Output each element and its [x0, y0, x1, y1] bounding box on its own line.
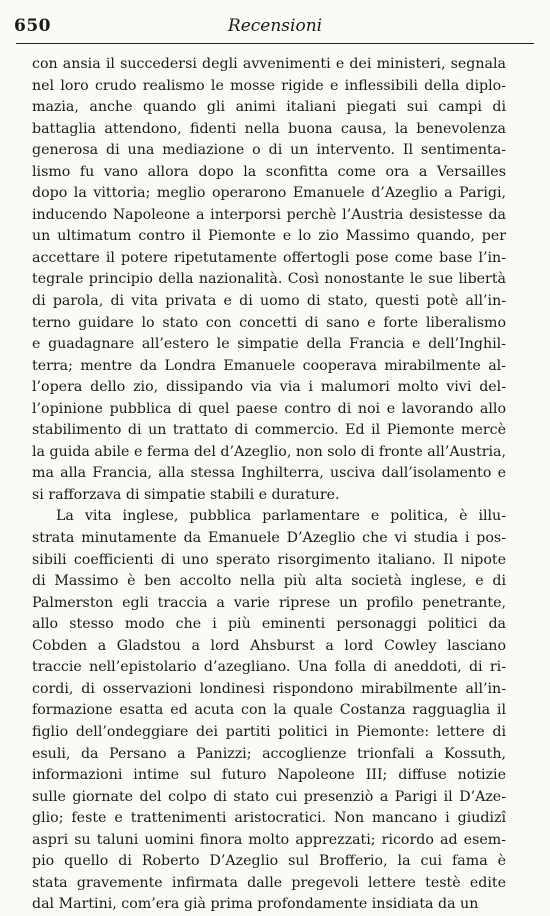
- text-line: inducendo Napoleone a interporsi perchè l’Austria desistesse da: [32, 206, 506, 223]
- text-line: battaglia attendono, fidenti nella buona causa, la benevolenza: [32, 120, 506, 137]
- paragraph-1: [32, 54, 506, 506]
- text-line: La vita inglese, pubblica parlamentare e politica, è illu-: [56, 508, 506, 525]
- text-line: l’opinione pubblica di quel paese contro di noi e lavorando allo: [32, 400, 506, 417]
- text-line: generosa di una mediazione o di un intervento. Il sentimenta-: [32, 142, 506, 159]
- text-line: glio; feste e trattenimenti aristocratici. Non mancano i giudizî: [32, 810, 506, 827]
- text-line: accettare il potere ripetutamente offertogli pose come base l’in-: [32, 249, 506, 266]
- text-line: pio quello di Roberto D’Azeglio sul Brofferio, la cui fama è: [32, 853, 506, 870]
- text-line: si rafforzava di simpatie stabili e durature.: [32, 486, 340, 503]
- paragraph-2: [32, 506, 506, 915]
- text-line: lismo fu vano allora dopo la sconfitta come ora a Versailles: [32, 163, 506, 180]
- text-line: stata gravemente infirmata dalle pregevoli lettere testè edite: [32, 874, 506, 891]
- text-line: mazia, anche quando gli animi italiani piegati sui campi di: [32, 99, 506, 116]
- text-line: con ansia il succedersi degli avvenimenti e dei ministeri, segnala: [32, 56, 506, 72]
- text-line: l’opera dello zio, dissipando via via i malumori molto vivi del-: [32, 379, 506, 396]
- text-line: terra; mentre da Londra Emanuele cooperava mirabilmente al-: [32, 357, 506, 374]
- text-line: di parola, di vita privata e di uomo di stato, questi potè all’in-: [32, 293, 506, 310]
- text-line: sibili coefficienti di uno sperato risorgimento italiano. Il nipote: [32, 551, 506, 568]
- text-line: nel loro crudo realismo le mosse rigide e inflessibili della diplo-: [32, 77, 506, 94]
- text-line: aspri su taluni uomini finora molto apprezzati; ricordo ad esem-: [32, 831, 506, 848]
- page-header: [14, 12, 536, 40]
- body-text: [32, 54, 506, 916]
- page-number: 650: [14, 16, 51, 36]
- text-line: un ultimatum contro il Piemonte e lo zio Massimo quando, per: [32, 228, 506, 245]
- text-line: dal Martini, com’era già prima profondamente insidiata da un: [32, 896, 479, 913]
- text-line: e guadagnare all’estero le simpatie della Francia e dell’Inghil-: [32, 336, 506, 353]
- text-line: informazioni intime sul futuro Napoleone III; diffuse notizie: [32, 767, 506, 784]
- text-line: esuli, da Persano a Panizzi; accoglienze trionfali a Kossuth,: [32, 745, 506, 762]
- text-line: terno guidare lo stato con concetti di sano e forte liberalismo: [32, 314, 506, 331]
- text-line: figlio dell’ondeggiare dei partiti politici in Piemonte: lettere di: [32, 723, 506, 740]
- text-line: dopo la vittoria; meglio operarono Emanuele d’Azeglio a Parigi,: [32, 185, 506, 202]
- text-line: ma alla Francia, alla stessa Inghilterra, usciva dall’isolamento e: [32, 465, 506, 482]
- header-rule: [16, 43, 534, 44]
- text-line: formazione esatta ed acuta con la quale Costanza ragguaglia il: [32, 702, 506, 719]
- text-line: sulle giornate del colpo di stato cui presenziò a Parigi il D’Aze-: [32, 788, 506, 805]
- text-line: Cobden a Gladstou a lord Ahsburst a lord Cowley lasciano: [32, 637, 506, 654]
- text-line: di Massimo è ben accolto nella più alta società inglese, e di: [32, 573, 506, 590]
- running-title: Recensioni: [227, 16, 323, 36]
- text-line: allo stesso modo che i più eminenti personaggi politici da: [32, 616, 506, 633]
- text-line: la guida abile e ferma del d’Azeglio, non solo di fronte all’Austria,: [32, 443, 506, 460]
- text-line: Palmerston egli traccia a varie riprese un profilo penetrante,: [32, 594, 506, 611]
- text-line: stabilimento di un trattato di commercio. Ed il Piemonte mercè: [32, 422, 506, 439]
- text-line: strata minutamente da Emanuele D’Azeglio che vi studia i pos-: [32, 530, 506, 547]
- text-line: cordi, di osservazioni londinesi rispondono mirabilmente all’in-: [32, 680, 506, 697]
- text-line: traccie nell’epistolario d’azegliano. Una folla di aneddoti, di ri-: [32, 659, 506, 676]
- text-line: tegrale principio della nazionalità. Così nonostante le sue libertà: [32, 271, 506, 288]
